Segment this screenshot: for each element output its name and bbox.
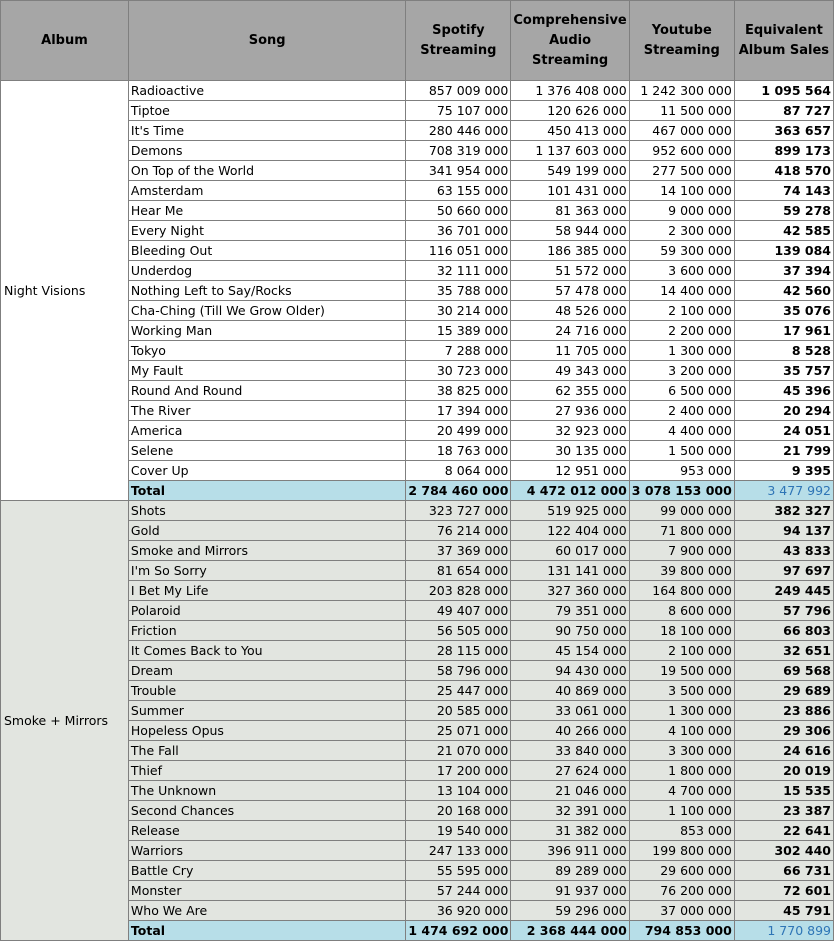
eas-cell: 59 278: [734, 201, 833, 221]
spotify-cell: 36 920 000: [406, 901, 511, 921]
spotify-cell: 280 446 000: [406, 121, 511, 141]
song-cell: Bleeding Out: [128, 241, 405, 261]
eas-cell: 35 076: [734, 301, 833, 321]
song-cell: Every Night: [128, 221, 405, 241]
cas-cell: 62 355 000: [511, 381, 629, 401]
eas-cell: 899 173: [734, 141, 833, 161]
eas-cell: 74 143: [734, 181, 833, 201]
youtube-cell: 59 300 000: [629, 241, 734, 261]
cas-cell: 89 289 000: [511, 861, 629, 881]
youtube-cell: 277 500 000: [629, 161, 734, 181]
spotify-cell: 56 505 000: [406, 621, 511, 641]
song-cell: The Fall: [128, 741, 405, 761]
eas-cell: 9 395: [734, 461, 833, 481]
cas-cell: 27 936 000: [511, 401, 629, 421]
cas-cell: 40 869 000: [511, 681, 629, 701]
eas-cell: 1 095 564: [734, 81, 833, 101]
eas-cell: 15 535: [734, 781, 833, 801]
eas-cell: 382 327: [734, 501, 833, 521]
eas-cell: 42 560: [734, 281, 833, 301]
youtube-cell: 199 800 000: [629, 841, 734, 861]
eas-cell: 94 137: [734, 521, 833, 541]
song-cell: Polaroid: [128, 601, 405, 621]
spotify-cell: 38 825 000: [406, 381, 511, 401]
cas-cell: 24 716 000: [511, 321, 629, 341]
total-youtube-cell: 3 078 153 000: [629, 481, 734, 501]
song-cell: Second Chances: [128, 801, 405, 821]
spotify-cell: 17 200 000: [406, 761, 511, 781]
spotify-cell: 37 369 000: [406, 541, 511, 561]
youtube-cell: 6 500 000: [629, 381, 734, 401]
youtube-cell: 952 600 000: [629, 141, 734, 161]
album-cell: Smoke + Mirrors: [1, 501, 129, 941]
spotify-cell: 21 070 000: [406, 741, 511, 761]
eas-cell: 17 961: [734, 321, 833, 341]
header-cas: Comprehensive Audio Streaming: [511, 1, 629, 81]
youtube-cell: 29 600 000: [629, 861, 734, 881]
spotify-cell: 30 214 000: [406, 301, 511, 321]
youtube-cell: 1 242 300 000: [629, 81, 734, 101]
youtube-cell: 2 300 000: [629, 221, 734, 241]
cas-cell: 11 705 000: [511, 341, 629, 361]
spotify-cell: 49 407 000: [406, 601, 511, 621]
spotify-cell: 20 585 000: [406, 701, 511, 721]
youtube-cell: 9 000 000: [629, 201, 734, 221]
youtube-cell: 1 300 000: [629, 341, 734, 361]
cas-cell: 396 911 000: [511, 841, 629, 861]
song-cell: Tiptoe: [128, 101, 405, 121]
eas-cell: 302 440: [734, 841, 833, 861]
cas-cell: 327 360 000: [511, 581, 629, 601]
spotify-cell: 76 214 000: [406, 521, 511, 541]
eas-cell: 24 616: [734, 741, 833, 761]
youtube-cell: 7 900 000: [629, 541, 734, 561]
song-cell: Who We Are: [128, 901, 405, 921]
cas-cell: 549 199 000: [511, 161, 629, 181]
total-youtube-cell: 794 853 000: [629, 921, 734, 941]
song-cell: Gold: [128, 521, 405, 541]
spotify-cell: 63 155 000: [406, 181, 511, 201]
eas-cell: 45 791: [734, 901, 833, 921]
table-body: [1, 81, 834, 941]
cas-cell: 45 154 000: [511, 641, 629, 661]
total-spotify-cell: 1 474 692 000: [406, 921, 511, 941]
spotify-cell: 25 447 000: [406, 681, 511, 701]
eas-cell: 45 396: [734, 381, 833, 401]
youtube-cell: 8 600 000: [629, 601, 734, 621]
eas-cell: 69 568: [734, 661, 833, 681]
eas-cell: 20 294: [734, 401, 833, 421]
spotify-cell: 32 111 000: [406, 261, 511, 281]
youtube-cell: 3 600 000: [629, 261, 734, 281]
spotify-cell: 8 064 000: [406, 461, 511, 481]
youtube-cell: 14 400 000: [629, 281, 734, 301]
song-cell: Dream: [128, 661, 405, 681]
song-cell: Radioactive: [128, 81, 405, 101]
spotify-cell: 55 595 000: [406, 861, 511, 881]
youtube-cell: 4 700 000: [629, 781, 734, 801]
total-spotify-cell: 2 784 460 000: [406, 481, 511, 501]
cas-cell: 49 343 000: [511, 361, 629, 381]
song-cell: My Fault: [128, 361, 405, 381]
spotify-cell: 17 394 000: [406, 401, 511, 421]
song-cell: Demons: [128, 141, 405, 161]
song-cell: Friction: [128, 621, 405, 641]
spotify-cell: 28 115 000: [406, 641, 511, 661]
song-cell: Shots: [128, 501, 405, 521]
spotify-cell: 15 389 000: [406, 321, 511, 341]
eas-cell: 87 727: [734, 101, 833, 121]
spotify-cell: 20 499 000: [406, 421, 511, 441]
song-cell: Round And Round: [128, 381, 405, 401]
eas-cell: 21 799: [734, 441, 833, 461]
spotify-cell: 19 540 000: [406, 821, 511, 841]
youtube-cell: 853 000: [629, 821, 734, 841]
youtube-cell: 164 800 000: [629, 581, 734, 601]
youtube-cell: 953 000: [629, 461, 734, 481]
youtube-cell: 99 000 000: [629, 501, 734, 521]
youtube-cell: 1 500 000: [629, 441, 734, 461]
cas-cell: 59 296 000: [511, 901, 629, 921]
eas-cell: 35 757: [734, 361, 833, 381]
song-cell: Smoke and Mirrors: [128, 541, 405, 561]
eas-cell: 66 803: [734, 621, 833, 641]
eas-cell: 32 651: [734, 641, 833, 661]
total-song-cell: Total: [128, 481, 405, 501]
youtube-cell: 2 200 000: [629, 321, 734, 341]
youtube-cell: 3 500 000: [629, 681, 734, 701]
song-cell: Working Man: [128, 321, 405, 341]
spotify-cell: 13 104 000: [406, 781, 511, 801]
eas-cell: 20 019: [734, 761, 833, 781]
youtube-cell: 3 200 000: [629, 361, 734, 381]
youtube-cell: 14 100 000: [629, 181, 734, 201]
spotify-cell: 323 727 000: [406, 501, 511, 521]
youtube-cell: 2 400 000: [629, 401, 734, 421]
cas-cell: 33 061 000: [511, 701, 629, 721]
song-cell: It Comes Back to You: [128, 641, 405, 661]
song-cell: Amsterdam: [128, 181, 405, 201]
cas-cell: 122 404 000: [511, 521, 629, 541]
cas-cell: 101 431 000: [511, 181, 629, 201]
spotify-cell: 18 763 000: [406, 441, 511, 461]
song-cell: Thief: [128, 761, 405, 781]
song-cell: America: [128, 421, 405, 441]
song-cell: Tokyo: [128, 341, 405, 361]
spotify-cell: 58 796 000: [406, 661, 511, 681]
song-cell: Cover Up: [128, 461, 405, 481]
table-row: [1, 501, 834, 521]
youtube-cell: 4 100 000: [629, 721, 734, 741]
spotify-cell: 25 071 000: [406, 721, 511, 741]
eas-cell: 418 570: [734, 161, 833, 181]
youtube-cell: 1 800 000: [629, 761, 734, 781]
eas-cell: 43 833: [734, 541, 833, 561]
cas-cell: 32 923 000: [511, 421, 629, 441]
eas-cell: 363 657: [734, 121, 833, 141]
song-cell: Warriors: [128, 841, 405, 861]
song-cell: The River: [128, 401, 405, 421]
song-cell: Selene: [128, 441, 405, 461]
eas-cell: 57 796: [734, 601, 833, 621]
cas-cell: 79 351 000: [511, 601, 629, 621]
eas-cell: 72 601: [734, 881, 833, 901]
cas-cell: 94 430 000: [511, 661, 629, 681]
header-song: Song: [128, 1, 405, 81]
eas-cell: 249 445: [734, 581, 833, 601]
album-cell: Night Visions: [1, 81, 129, 501]
spotify-cell: 81 654 000: [406, 561, 511, 581]
spotify-cell: 708 319 000: [406, 141, 511, 161]
spotify-cell: 50 660 000: [406, 201, 511, 221]
song-cell: Trouble: [128, 681, 405, 701]
cas-cell: 32 391 000: [511, 801, 629, 821]
youtube-cell: 467 000 000: [629, 121, 734, 141]
cas-cell: 27 624 000: [511, 761, 629, 781]
song-cell: The Unknown: [128, 781, 405, 801]
spotify-cell: 20 168 000: [406, 801, 511, 821]
eas-cell: 23 886: [734, 701, 833, 721]
song-cell: Underdog: [128, 261, 405, 281]
cas-cell: 1 137 603 000: [511, 141, 629, 161]
song-cell: I Bet My Life: [128, 581, 405, 601]
eas-cell: 139 084: [734, 241, 833, 261]
eas-cell: 8 528: [734, 341, 833, 361]
youtube-cell: 1 300 000: [629, 701, 734, 721]
spotify-cell: 35 788 000: [406, 281, 511, 301]
eas-cell: 29 689: [734, 681, 833, 701]
spotify-cell: 36 701 000: [406, 221, 511, 241]
cas-cell: 40 266 000: [511, 721, 629, 741]
song-cell: Nothing Left to Say/Rocks: [128, 281, 405, 301]
cas-cell: 120 626 000: [511, 101, 629, 121]
youtube-cell: 19 500 000: [629, 661, 734, 681]
spotify-cell: 247 133 000: [406, 841, 511, 861]
header-row: [1, 1, 834, 81]
youtube-cell: 2 100 000: [629, 641, 734, 661]
total-song-cell: Total: [128, 921, 405, 941]
total-cas-cell: 4 472 012 000: [511, 481, 629, 501]
song-cell: I'm So Sorry: [128, 561, 405, 581]
spotify-cell: 203 828 000: [406, 581, 511, 601]
song-cell: Release: [128, 821, 405, 841]
eas-cell: 37 394: [734, 261, 833, 281]
song-cell: Battle Cry: [128, 861, 405, 881]
youtube-cell: 39 800 000: [629, 561, 734, 581]
youtube-cell: 71 800 000: [629, 521, 734, 541]
cas-cell: 58 944 000: [511, 221, 629, 241]
header-eas: Equivalent Album Sales: [734, 1, 833, 81]
song-cell: Summer: [128, 701, 405, 721]
spotify-cell: 7 288 000: [406, 341, 511, 361]
cas-cell: 30 135 000: [511, 441, 629, 461]
total-eas-cell: 3 477 992: [734, 481, 833, 501]
song-cell: Hear Me: [128, 201, 405, 221]
song-cell: Monster: [128, 881, 405, 901]
cas-cell: 131 141 000: [511, 561, 629, 581]
cas-cell: 48 526 000: [511, 301, 629, 321]
song-cell: Hopeless Opus: [128, 721, 405, 741]
spotify-cell: 341 954 000: [406, 161, 511, 181]
eas-cell: 42 585: [734, 221, 833, 241]
cas-cell: 12 951 000: [511, 461, 629, 481]
spotify-cell: 30 723 000: [406, 361, 511, 381]
eas-cell: 24 051: [734, 421, 833, 441]
header-spotify: Spotify Streaming: [406, 1, 511, 81]
spotify-cell: 857 009 000: [406, 81, 511, 101]
youtube-cell: 2 100 000: [629, 301, 734, 321]
youtube-cell: 18 100 000: [629, 621, 734, 641]
header-album: Album: [1, 1, 129, 81]
cas-cell: 90 750 000: [511, 621, 629, 641]
cas-cell: 33 840 000: [511, 741, 629, 761]
youtube-cell: 76 200 000: [629, 881, 734, 901]
youtube-cell: 4 400 000: [629, 421, 734, 441]
eas-cell: 23 387: [734, 801, 833, 821]
spotify-cell: 116 051 000: [406, 241, 511, 261]
eas-cell: 22 641: [734, 821, 833, 841]
cas-cell: 57 478 000: [511, 281, 629, 301]
cas-cell: 450 413 000: [511, 121, 629, 141]
eas-cell: 97 697: [734, 561, 833, 581]
youtube-cell: 37 000 000: [629, 901, 734, 921]
song-cell: On Top of the World: [128, 161, 405, 181]
cas-cell: 60 017 000: [511, 541, 629, 561]
header-youtube: Youtube Streaming: [629, 1, 734, 81]
cas-cell: 1 376 408 000: [511, 81, 629, 101]
cas-cell: 186 385 000: [511, 241, 629, 261]
spotify-cell: 75 107 000: [406, 101, 511, 121]
spotify-cell: 57 244 000: [406, 881, 511, 901]
song-cell: It's Time: [128, 121, 405, 141]
youtube-cell: 1 100 000: [629, 801, 734, 821]
youtube-cell: 11 500 000: [629, 101, 734, 121]
song-cell: Cha-Ching (Till We Grow Older): [128, 301, 405, 321]
eas-cell: 66 731: [734, 861, 833, 881]
cas-cell: 81 363 000: [511, 201, 629, 221]
cas-cell: 31 382 000: [511, 821, 629, 841]
cas-cell: 91 937 000: [511, 881, 629, 901]
table-row: [1, 81, 834, 101]
total-cas-cell: 2 368 444 000: [511, 921, 629, 941]
eas-cell: 29 306: [734, 721, 833, 741]
youtube-cell: 3 300 000: [629, 741, 734, 761]
cas-cell: 51 572 000: [511, 261, 629, 281]
cas-cell: 519 925 000: [511, 501, 629, 521]
total-eas-cell: 1 770 899: [734, 921, 833, 941]
cas-cell: 21 046 000: [511, 781, 629, 801]
